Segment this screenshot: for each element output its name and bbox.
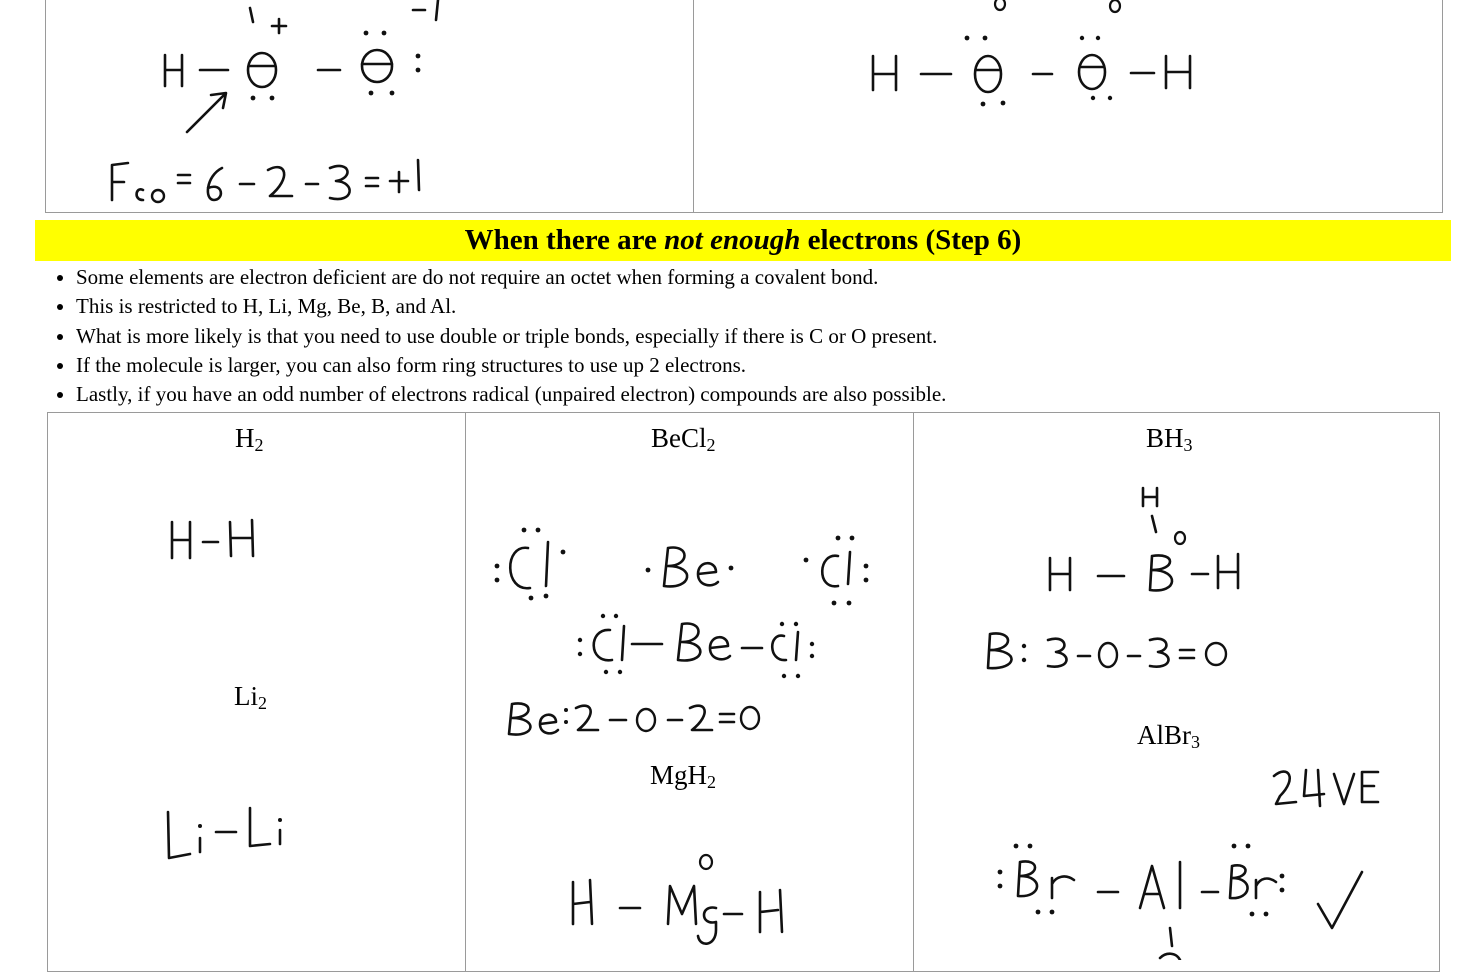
hand-mgh2-structure xyxy=(573,855,782,944)
hand-bh3-structure xyxy=(1050,488,1238,590)
heading-suffix: electrons (Step 6) xyxy=(800,224,1022,256)
hand-li2-structure xyxy=(168,808,282,858)
hand-top-right-structure xyxy=(873,0,1190,106)
hand-albr3-structure xyxy=(998,844,1285,960)
bullet-item: • This is restricted to H, Li, Mg, Be, B, and Al. xyxy=(76,292,946,321)
label-li2: $Li_2$ xyxy=(234,681,267,713)
label-becl2: BeCl$_2$ xyxy=(651,423,716,455)
hand-h2-structure xyxy=(172,520,253,558)
heading-prefix: When there are xyxy=(464,224,665,256)
hand-becl2-atoms xyxy=(495,528,869,606)
hand-formal-charge-calc xyxy=(112,160,419,202)
label-mgh2: MgH$_2$ xyxy=(650,760,717,792)
bullet-item: • Lastly, if you have an odd number of electrons radical (unpaired electron) compounds are also possible. xyxy=(76,380,946,409)
label-h2: $H_2$ xyxy=(235,423,264,455)
bullet-item: • What is more likely is that you need to use double or triple bonds, especially if there is C or O present. xyxy=(76,322,946,351)
bullet-item: • If the molecule is larger, you can also form ring structures to use up 2 electrons. xyxy=(76,351,946,380)
hand-top-left-structure xyxy=(165,0,438,132)
hand-be-formal-charge xyxy=(509,703,759,734)
label-bh3: $BH_3$ xyxy=(1146,423,1193,455)
bullet-item: • Some elements are electron deficient are do not require an octet when forming a covalent bond. xyxy=(76,263,946,292)
hand-checkmark xyxy=(1318,872,1362,928)
label-albr3: AlBr$_3$ xyxy=(1137,720,1200,752)
hand-b-formal-charge xyxy=(988,633,1226,668)
hand-becl2-structure xyxy=(578,614,814,678)
heading-emphasis: not enough xyxy=(664,224,801,256)
hand-albr3-ve xyxy=(1274,770,1378,806)
